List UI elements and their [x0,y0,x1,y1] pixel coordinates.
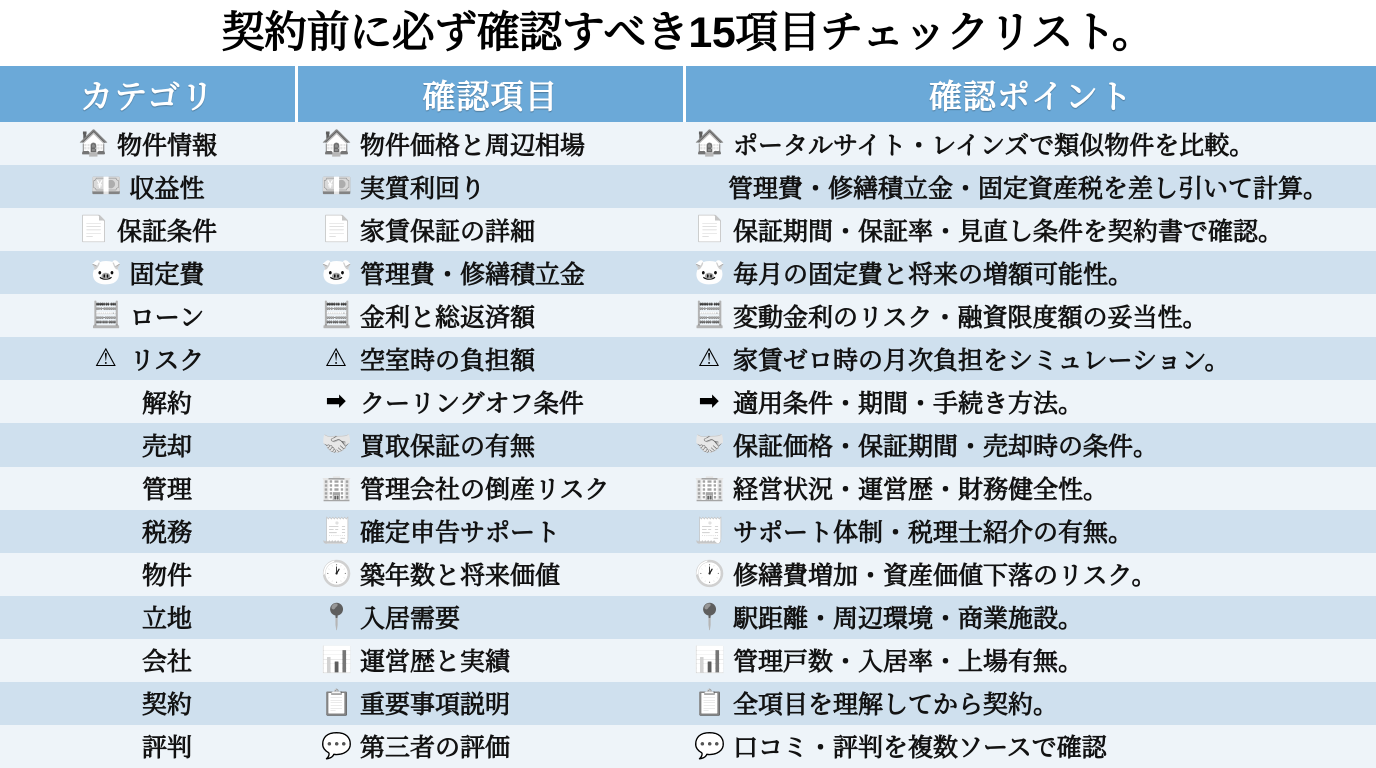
item-label: 空室時の負担額 [360,346,536,375]
item-label-cell [295,467,680,510]
clock-icon: 🕐 [694,559,726,588]
category-label-cell [0,337,295,380]
category-label-cell [0,423,295,466]
category-label: 会社 [141,648,192,677]
table-row [0,294,1376,337]
warning-icon: ⚠ [697,344,721,373]
exit-icon: ➡ [325,387,347,416]
point-label-cell [680,725,1376,768]
item-label-cell [295,639,680,682]
point-label: 全項目を理解してから契約。 [733,691,1059,720]
item-label-cell [295,553,680,596]
item-label-cell [295,251,680,294]
location-pin-icon: 📍 [321,602,353,631]
item-label-cell [295,725,680,768]
table-row [0,510,1376,553]
piggy-bank-icon: 🐷 [321,258,353,287]
category-label-cell [0,467,295,510]
category-label-cell [0,165,295,208]
table-row [0,122,1376,165]
item-label: 第三者の評価 [360,734,511,763]
item-label: 管理会社の倒産リスク [360,476,610,505]
category-label: 契約 [141,691,192,720]
item-label: 管理費・修繕積立金 [360,260,586,289]
item-label: 物件価格と周辺相場 [360,131,586,160]
category-label-cell [0,725,295,768]
item-label-cell [295,208,680,251]
point-label: 家賃ゼロ時の月次負担をシミュレーション。 [733,346,1230,375]
category-label: 収益性 [129,174,205,203]
table-row [0,337,1376,380]
category-label-cell [0,553,295,596]
column-header-point: 確認ポイント [929,77,1133,115]
tax-document-icon: 🧾 [321,516,353,545]
point-label-cell [680,380,1376,423]
table-row [0,639,1376,682]
item-label: 実質利回り [360,174,486,203]
point-label-cell [680,467,1376,510]
category-label: 評判 [141,734,192,763]
clipboard-icon: 📋 [694,688,726,717]
point-label: 適用条件・期間・手続き方法。 [733,389,1084,418]
clipboard-icon: 📋 [321,688,353,717]
item-label-cell [295,294,680,337]
document-icon: 📄 [77,215,110,244]
category-label-cell [0,122,295,165]
office-building-icon: 🏢 [694,473,726,502]
category-label: 保証条件 [116,217,217,246]
point-label: 口コミ・評判を複数ソースで確認 [733,734,1107,763]
table-row [0,596,1376,639]
piggy-bank-icon: 🐷 [90,258,122,287]
table-row [0,208,1376,251]
point-label-cell [680,510,1376,553]
point-label: 毎月の固定費と将来の増額可能性。 [733,260,1134,289]
point-label: ポータルサイト・レインズで類似物件を比較。 [733,131,1255,160]
calculator-icon: 🧮 [321,301,353,330]
point-label: 駅距離・周辺環境・商業施設。 [733,605,1084,634]
item-label-cell [295,423,680,466]
item-label: クーリングオフ条件 [360,389,584,418]
category-label: 物件情報 [116,131,217,160]
table-row [0,165,1376,208]
category-label: 立地 [141,605,192,634]
house-icon: 🏠 [321,129,353,158]
point-label-cell [680,423,1376,466]
item-label: 重要事項説明 [360,691,511,720]
speech-bubbles-icon: 💬 [321,731,353,760]
point-label-cell [680,553,1376,596]
category-label-cell [0,251,295,294]
table-body [0,122,1376,768]
item-label-cell [295,165,680,208]
bar-chart-icon: 📊 [321,645,353,674]
category-label-cell [0,294,295,337]
column-header-category: カテゴリ [80,77,215,115]
point-label: 管理戸数・入居率・上場有無。 [733,648,1084,677]
category-label: 売却 [141,432,192,461]
house-icon: 🏠 [694,129,726,158]
point-label-cell [680,251,1376,294]
category-label: 管理 [141,476,192,505]
item-label: 金利と総返済額 [360,303,536,332]
point-label-cell [680,596,1376,639]
item-label: 入居需要 [360,605,461,634]
exit-icon: ➡ [698,387,720,416]
category-label: 物件 [141,562,192,591]
category-label: 解約 [141,389,192,418]
point-label-cell [680,682,1376,725]
table-row [0,423,1376,466]
bar-chart-icon: 📊 [694,645,726,674]
house-icon: 🏠 [77,129,110,158]
category-label: 固定費 [129,260,205,289]
table-header-row [0,66,1376,122]
column-header-item: 確認項目 [422,77,559,115]
table-row [0,380,1376,423]
point-label-cell [680,337,1376,380]
item-label: 買取保証の有無 [360,432,536,461]
category-label-cell [0,510,295,553]
point-label: 管理費・修繕積立金・固定資産税を差し引いて計算。 [727,174,1328,203]
yen-coin-icon: 💴 [90,172,122,201]
item-label: 確定申告サポート [360,519,561,548]
location-pin-icon: 📍 [694,602,726,631]
item-label-cell [295,682,680,725]
document-icon: 📄 [321,215,353,244]
document-icon: 📄 [694,215,726,244]
category-label-cell [0,639,295,682]
tax-document-icon: 🧾 [694,516,726,545]
piggy-bank-icon: 🐷 [694,258,726,287]
category-label: リスク [129,346,205,375]
item-label-cell [295,380,680,423]
point-label: サポート体制・税理士紹介の有無。 [733,519,1134,548]
category-label-cell [0,380,295,423]
point-label: 保証期間・保証率・見直し条件を契約書で確認。 [733,217,1284,246]
point-label-cell [680,639,1376,682]
calculator-icon: 🧮 [694,301,726,330]
point-label-cell [680,208,1376,251]
item-label: 築年数と将来価値 [360,562,561,591]
table-row [0,725,1376,768]
yen-coin-icon: 💴 [321,172,353,201]
category-label-cell [0,208,295,251]
clock-icon: 🕐 [321,559,353,588]
category-label-cell [0,596,295,639]
speech-bubbles-icon: 💬 [694,731,726,760]
handshake-icon: 🤝 [321,430,353,459]
calculator-icon: 🧮 [90,301,122,330]
point-label-cell [680,294,1376,337]
category-label: 税務 [141,519,192,548]
item-label: 運営歴と実績 [360,648,511,677]
point-label-cell [680,122,1376,165]
point-label: 変動金利のリスク・融資限度額の妥当性。 [733,303,1208,332]
checklist-table [0,64,1376,768]
page-title: 契約前に必ず確認すべき15項目チェックリスト。 [221,9,1155,57]
item-label-cell [295,510,680,553]
item-label-cell [295,122,680,165]
point-label: 修繕費増加・資産価値下落のリスク。 [733,562,1157,591]
table-row [0,467,1376,510]
table-row [0,553,1376,596]
item-label-cell [295,596,680,639]
table-row [0,682,1376,725]
item-label: 家賃保証の詳細 [360,217,536,246]
table-row [0,251,1376,294]
warning-icon: ⚠ [324,344,348,373]
office-building-icon: 🏢 [321,473,353,502]
handshake-icon: 🤝 [694,430,726,459]
category-label-cell [0,682,295,725]
point-label-cell [680,165,1376,208]
point-label: 保証価格・保証期間・売却時の条件。 [733,432,1159,461]
warning-icon: ⚠ [94,344,117,373]
point-label: 経営状況・運営歴・財務健全性。 [733,476,1109,505]
category-label: ローン [129,303,205,332]
item-label-cell [295,337,680,380]
